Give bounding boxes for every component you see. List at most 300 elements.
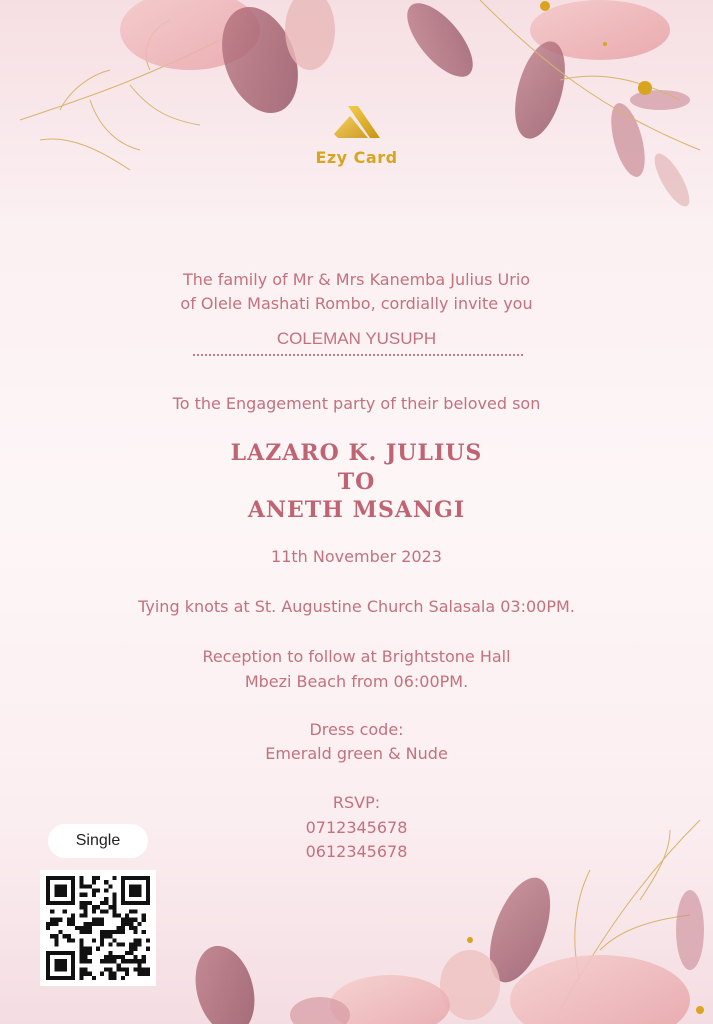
qr-module — [146, 938, 150, 942]
qr-module — [50, 909, 54, 913]
qr-module — [79, 972, 83, 976]
qr-module — [129, 888, 133, 892]
qr-module — [104, 909, 108, 913]
qr-module — [58, 918, 62, 922]
qr-module — [58, 930, 62, 934]
qr-module — [88, 951, 92, 955]
rsvp-phone-2: 0612345678 — [305, 842, 408, 861]
qr-module — [71, 884, 75, 888]
event-date: 11th November 2023 — [271, 547, 442, 566]
qr-module — [67, 918, 71, 922]
qr-module — [71, 955, 75, 959]
qr-module — [67, 976, 71, 980]
qr-module — [133, 888, 137, 892]
qr-module — [71, 951, 75, 955]
groom-name: LAZARO K. JULIUS — [230, 440, 483, 466]
qr-module — [71, 918, 75, 922]
qr-module — [142, 972, 146, 976]
qr-module — [129, 893, 133, 897]
qr-module — [46, 959, 50, 963]
qr-module — [146, 897, 150, 901]
qr-module — [142, 959, 146, 963]
qr-module — [63, 888, 67, 892]
qr-module — [146, 901, 150, 905]
qr-module — [100, 918, 104, 922]
qr-module — [71, 976, 75, 980]
qr-module — [108, 943, 112, 947]
qr-module — [100, 934, 104, 938]
qr-module — [79, 938, 83, 942]
qr-module — [125, 922, 129, 926]
qr-module — [113, 930, 117, 934]
qr-module — [138, 963, 142, 967]
qr-module — [92, 976, 96, 980]
reception-line-2: Mbezi Beach from 06:00PM. — [244, 672, 469, 691]
qr-module — [142, 955, 146, 959]
qr-module — [121, 901, 125, 905]
qr-module — [138, 943, 142, 947]
qr-module — [142, 913, 146, 917]
qr-module — [71, 897, 75, 901]
qr-module — [79, 876, 83, 880]
qr-module — [79, 893, 83, 897]
qr-module — [96, 918, 100, 922]
qr-module — [46, 963, 50, 967]
qr-module — [133, 893, 137, 897]
qr-module — [100, 901, 104, 905]
qr-module — [71, 888, 75, 892]
qr-module — [100, 930, 104, 934]
qr-module — [88, 884, 92, 888]
qr-module — [129, 943, 133, 947]
qr-module — [117, 926, 121, 930]
qr-module — [83, 968, 87, 972]
qr-module — [108, 968, 112, 972]
qr-module — [83, 922, 87, 926]
qr-module — [92, 893, 96, 897]
qr-module — [121, 943, 125, 947]
ceremony-details: Tying knots at St. Augustine Church Salasala 03:00PM. — [138, 597, 575, 616]
dress-code-value: Emerald green & Nude — [265, 744, 448, 763]
qr-module — [67, 938, 71, 942]
qr-module — [104, 959, 108, 963]
qr-module — [113, 959, 117, 963]
qr-module — [67, 934, 71, 938]
qr-module — [46, 955, 50, 959]
qr-module — [83, 901, 87, 905]
qr-module — [108, 930, 112, 934]
qr-module — [50, 951, 54, 955]
qr-module — [104, 930, 108, 934]
qr-module — [100, 922, 104, 926]
qr-module — [146, 893, 150, 897]
qr-module — [96, 947, 100, 951]
qr-module — [117, 968, 121, 972]
qr-module — [125, 968, 129, 972]
qr-module — [71, 893, 75, 897]
qr-module — [79, 943, 83, 947]
qr-module — [121, 918, 125, 922]
qr-module — [125, 972, 129, 976]
qr-module — [83, 909, 87, 913]
qr-module — [79, 951, 83, 955]
qr-module — [92, 905, 96, 909]
qr-module — [79, 959, 83, 963]
host-line-1: The family of Mr & Mrs Kanemba Julius Urio — [182, 270, 531, 289]
qr-module — [96, 888, 100, 892]
qr-module — [54, 959, 58, 963]
qr-module — [146, 947, 150, 951]
qr-module — [125, 901, 129, 905]
qr-module — [46, 880, 50, 884]
qr-module — [88, 926, 92, 930]
qr-module — [121, 922, 125, 926]
qr-module — [129, 901, 133, 905]
qr-code[interactable] — [40, 870, 156, 986]
qr-module — [71, 922, 75, 926]
qr-module — [54, 922, 58, 926]
qr-module — [63, 951, 67, 955]
qr-module — [63, 893, 67, 897]
qr-module — [46, 968, 50, 972]
logo-text: Ezy Card — [315, 148, 398, 167]
ticket-type-badge: Single — [48, 824, 148, 858]
qr-module — [63, 976, 67, 980]
qr-module — [125, 918, 129, 922]
qr-module — [46, 972, 50, 976]
qr-module — [63, 876, 67, 880]
qr-module — [63, 909, 67, 913]
qr-module — [100, 959, 104, 963]
qr-module — [46, 901, 50, 905]
qr-module — [125, 959, 129, 963]
dress-code-label: Dress code: — [309, 720, 404, 739]
qr-module — [138, 884, 142, 888]
qr-module — [121, 876, 125, 880]
qr-module — [71, 901, 75, 905]
qr-module — [100, 938, 104, 942]
qr-module — [71, 880, 75, 884]
qr-module — [79, 947, 83, 951]
qr-module — [104, 888, 108, 892]
qr-module — [125, 913, 129, 917]
qr-module — [133, 884, 137, 888]
qr-module — [129, 959, 133, 963]
qr-module — [138, 968, 142, 972]
qr-module — [54, 876, 58, 880]
qr-module — [113, 972, 117, 976]
qr-module — [138, 959, 142, 963]
qr-module — [121, 880, 125, 884]
qr-module — [100, 909, 104, 913]
qr-module — [146, 972, 150, 976]
qr-module — [142, 968, 146, 972]
qr-module — [54, 938, 58, 942]
qr-module — [88, 959, 92, 963]
qr-module — [104, 897, 108, 901]
qr-module — [79, 926, 83, 930]
qr-module — [50, 922, 54, 926]
qr-module — [146, 880, 150, 884]
qr-module — [121, 930, 125, 934]
qr-module — [108, 976, 112, 980]
qr-module — [138, 901, 142, 905]
qr-module — [129, 922, 133, 926]
qr-module — [125, 951, 129, 955]
qr-module — [113, 955, 117, 959]
qr-module — [96, 905, 100, 909]
qr-module — [113, 938, 117, 942]
qr-module — [121, 955, 125, 959]
qr-module — [133, 943, 137, 947]
qr-module — [104, 901, 108, 905]
qr-module — [46, 951, 50, 955]
qr-module — [129, 947, 133, 951]
reception-line-1: Reception to follow at Brightstone Hall — [202, 647, 511, 666]
qr-module — [121, 897, 125, 901]
qr-module — [138, 972, 142, 976]
qr-module — [54, 951, 58, 955]
qr-module — [83, 905, 87, 909]
qr-module — [108, 934, 112, 938]
qr-module — [71, 876, 75, 880]
qr-module — [88, 947, 92, 951]
qr-module — [129, 909, 133, 913]
qr-module — [142, 930, 146, 934]
guest-name: COLEMAN YUSUPH — [276, 329, 437, 348]
qr-module — [67, 901, 71, 905]
qr-module — [108, 959, 112, 963]
qr-module — [138, 938, 142, 942]
qr-module — [104, 934, 108, 938]
qr-module — [46, 897, 50, 901]
qr-module — [58, 893, 62, 897]
rsvp-phone-1: 0712345678 — [305, 818, 408, 837]
qr-module — [63, 963, 67, 967]
qr-module — [133, 930, 137, 934]
qr-module — [83, 951, 87, 955]
qr-module — [92, 888, 96, 892]
qr-module — [104, 880, 108, 884]
qr-module — [133, 926, 137, 930]
qr-module — [83, 972, 87, 976]
qr-module — [71, 913, 75, 917]
qr-module — [113, 905, 117, 909]
qr-module — [117, 943, 121, 947]
rsvp-label: RSVP: — [332, 793, 381, 812]
qr-module — [142, 918, 146, 922]
qr-module — [50, 918, 54, 922]
qr-module — [108, 905, 112, 909]
qr-module — [133, 876, 137, 880]
qr-module — [92, 922, 96, 926]
qr-module — [92, 938, 96, 942]
qr-module — [129, 876, 133, 880]
qr-module — [83, 926, 87, 930]
qr-module — [142, 876, 146, 880]
qr-module — [67, 922, 71, 926]
qr-module — [121, 976, 125, 980]
qr-module — [83, 884, 87, 888]
qr-module — [71, 972, 75, 976]
qr-module — [79, 968, 83, 972]
qr-module — [58, 884, 62, 888]
qr-module — [54, 901, 58, 905]
qr-module — [125, 876, 129, 880]
qr-module — [133, 947, 137, 951]
qr-module — [54, 968, 58, 972]
qr-module — [88, 930, 92, 934]
qr-module — [58, 951, 62, 955]
qr-module — [117, 963, 121, 967]
qr-module — [146, 884, 150, 888]
qr-module — [146, 968, 150, 972]
qr-module — [63, 884, 67, 888]
qr-module — [83, 913, 87, 917]
qr-module — [133, 955, 137, 959]
qr-module — [100, 943, 104, 947]
qr-module — [138, 888, 142, 892]
qr-module — [133, 938, 137, 942]
qr-module — [71, 968, 75, 972]
qr-module — [46, 876, 50, 880]
qr-module — [83, 893, 87, 897]
qr-module — [121, 959, 125, 963]
qr-module — [67, 951, 71, 955]
qr-module — [92, 918, 96, 922]
qr-module — [113, 897, 117, 901]
qr-module — [54, 934, 58, 938]
qr-module — [108, 951, 112, 955]
name-connector: TO — [337, 469, 376, 495]
qr-module — [129, 951, 133, 955]
qr-module — [108, 972, 112, 976]
qr-module — [58, 876, 62, 880]
qr-module — [71, 963, 75, 967]
qr-module — [121, 926, 125, 930]
qr-module — [133, 909, 137, 913]
qr-module — [113, 876, 117, 880]
qr-module — [50, 876, 54, 880]
qr-module — [113, 913, 117, 917]
qr-module — [88, 922, 92, 926]
bride-name: ANETH MSANGI — [247, 497, 466, 523]
qr-module — [138, 876, 142, 880]
qr-code-icon — [46, 876, 150, 980]
qr-module — [71, 938, 75, 942]
qr-module — [83, 947, 87, 951]
qr-module — [79, 884, 83, 888]
qr-module — [58, 901, 62, 905]
guest-name-underline — [193, 354, 523, 356]
qr-module — [133, 959, 137, 963]
qr-module — [133, 918, 137, 922]
qr-module — [58, 968, 62, 972]
qr-module — [58, 959, 62, 963]
qr-module — [79, 901, 83, 905]
qr-module — [63, 934, 67, 938]
qr-module — [50, 934, 54, 938]
qr-module — [96, 876, 100, 880]
qr-module — [88, 972, 92, 976]
qr-module — [113, 901, 117, 905]
qr-module — [113, 893, 117, 897]
qr-module — [54, 976, 58, 980]
qr-module — [46, 888, 50, 892]
qr-module — [146, 876, 150, 880]
qr-module — [138, 893, 142, 897]
qr-module — [88, 901, 92, 905]
qr-module — [121, 888, 125, 892]
qr-module — [79, 955, 83, 959]
qr-module — [146, 888, 150, 892]
qr-module — [79, 913, 83, 917]
qr-module — [96, 922, 100, 926]
qr-module — [92, 909, 96, 913]
host-line-2: of Olele Mashati Rombo, cordially invite you — [180, 294, 533, 313]
qr-module — [129, 884, 133, 888]
qr-module — [108, 884, 112, 888]
qr-module — [113, 909, 117, 913]
qr-module — [54, 943, 58, 947]
qr-module — [54, 963, 58, 967]
qr-module — [83, 959, 87, 963]
qr-module — [46, 976, 50, 980]
qr-module — [63, 901, 67, 905]
qr-module — [92, 876, 96, 880]
event-line: To the Engagement party of their beloved son — [172, 394, 541, 413]
qr-module — [92, 880, 96, 884]
qr-module — [67, 876, 71, 880]
qr-module — [58, 963, 62, 967]
qr-module — [79, 976, 83, 980]
qr-module — [54, 893, 58, 897]
qr-module — [75, 926, 79, 930]
qr-module — [50, 901, 54, 905]
qr-module — [50, 976, 54, 980]
qr-module — [71, 959, 75, 963]
qr-module — [133, 968, 137, 972]
qr-module — [138, 922, 142, 926]
qr-module — [129, 926, 133, 930]
qr-module — [63, 968, 67, 972]
qr-module — [63, 959, 67, 963]
ezy-card-logo-icon — [330, 104, 384, 144]
qr-module — [121, 893, 125, 897]
qr-module — [83, 955, 87, 959]
qr-module — [121, 968, 125, 972]
qr-module — [104, 968, 108, 972]
qr-module — [129, 918, 133, 922]
qr-module — [54, 918, 58, 922]
qr-module — [79, 880, 83, 884]
qr-module — [121, 884, 125, 888]
qr-module — [46, 922, 50, 926]
qr-module — [117, 930, 121, 934]
qr-module — [46, 884, 50, 888]
qr-module — [142, 901, 146, 905]
qr-module — [54, 884, 58, 888]
qr-module — [79, 930, 83, 934]
qr-module — [133, 901, 137, 905]
qr-module — [113, 976, 117, 980]
qr-module — [58, 976, 62, 980]
qr-module — [100, 972, 104, 976]
qr-module — [104, 955, 108, 959]
qr-module — [108, 955, 112, 959]
qr-module — [83, 930, 87, 934]
qr-module — [117, 955, 121, 959]
